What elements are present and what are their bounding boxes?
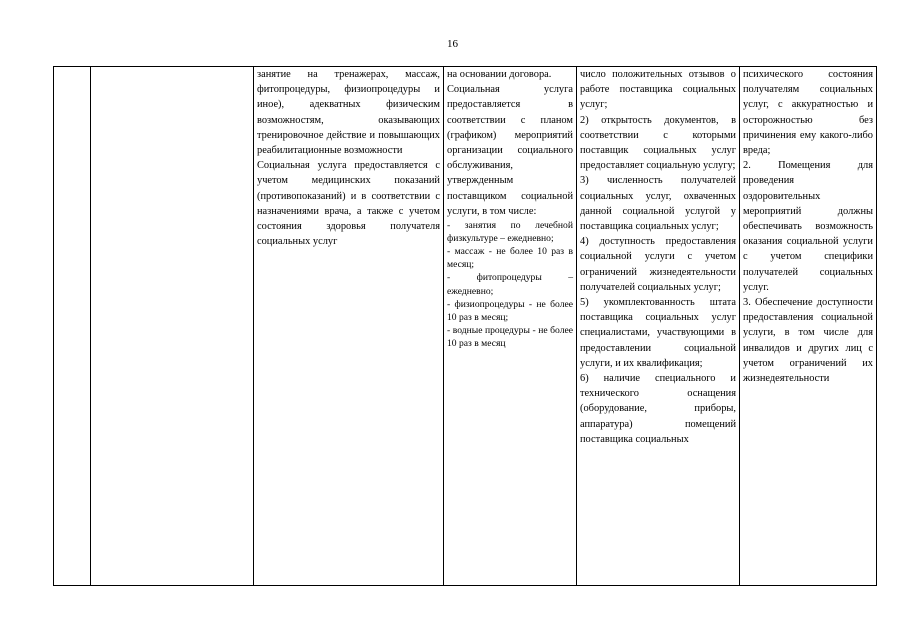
- schedule-paragraph: на основании договора.: [447, 69, 552, 80]
- schedule-paragraph: Социальная услуга предоставляется в соответствии с планом (графиком) мероприятий организации социального обслуживания, утвержденным поставщиком социальной услуги, в том числе:: [447, 84, 573, 217]
- schedule-list-item: - фитопроцедуры – ежедневно;: [447, 272, 573, 297]
- condition-item: 3. Обеспечение доступности предоставления социальной услуги, в том числе для инвалидов и других лиц с учетом ограничений их жизнедеятельности: [743, 297, 873, 385]
- cell-service-description: [254, 67, 444, 586]
- table-row: [54, 67, 877, 586]
- cell-number: [54, 67, 91, 586]
- schedule-list-item: - массаж - не более 10 раз в месяц;: [447, 246, 573, 271]
- service-description-paragraph: Социальная услуга предоставляется с учетом медицинских показаний (противопоказаний) и в соответствии с назначениями врача, а также с учетом состояния здоровья получателя социальных услуг: [257, 160, 440, 248]
- condition-item: 2. Помещения для проведения оздоровительных мероприятий должны обеспечивать возможность оказания социальной услуги с учетом специфики получателей социальных услуг.: [743, 160, 873, 293]
- cell-conditions: [740, 67, 877, 586]
- schedule-list-item: - физиопроцедуры - не более 10 раз в месяц;: [447, 298, 573, 323]
- schedule-list-item: - занятия по лечебной физкультуре – ежедневно;: [447, 220, 573, 245]
- condition-item: психического состояния получателям социальных услуг, с аккуратностью и осторожностью без причинения ему какого-либо вреда;: [743, 69, 873, 157]
- page-number: 16: [447, 38, 458, 50]
- indicator-item: 4) доступность предоставления социальной услуги с учетом ограничений жизнедеятельности получателей социальных услуг;: [580, 236, 736, 293]
- indicator-item: 3) численность получателей социальных услуг, охваченных данной социальной услугой у поставщика социальных услуг;: [580, 175, 736, 233]
- schedule-list-item: - водные процедуры - не более 10 раз в месяц: [447, 324, 573, 349]
- cell-quality-indicators: [577, 67, 740, 586]
- indicator-item: 6) наличие специального и технического оснащения (оборудование, приборы, аппаратура) помещений поставщика социальных: [580, 373, 736, 445]
- indicator-item: 5) укомплектованность штата поставщика социальных услуг специалистами, участвующими в предоставлении социальной услуги, и их квалификация;: [580, 297, 736, 369]
- cell-service-name: [91, 67, 254, 586]
- cell-service-schedule: [444, 67, 577, 586]
- indicator-item: 2) открытость документов, в соответствии с которыми поставщик социальных услуг предоставляет социальную услугу;: [580, 114, 736, 172]
- services-table: [53, 66, 877, 586]
- service-description-paragraph: занятие на тренажерах, массаж, фитопроцедуры, физиопроцедуры и иное), адекватных физическим возможностям, оказывающих тренировочное действие и повышающих реабилитационные возможности: [257, 69, 440, 157]
- indicator-item: число положительных отзывов о работе поставщика социальных услуг;: [580, 69, 736, 111]
